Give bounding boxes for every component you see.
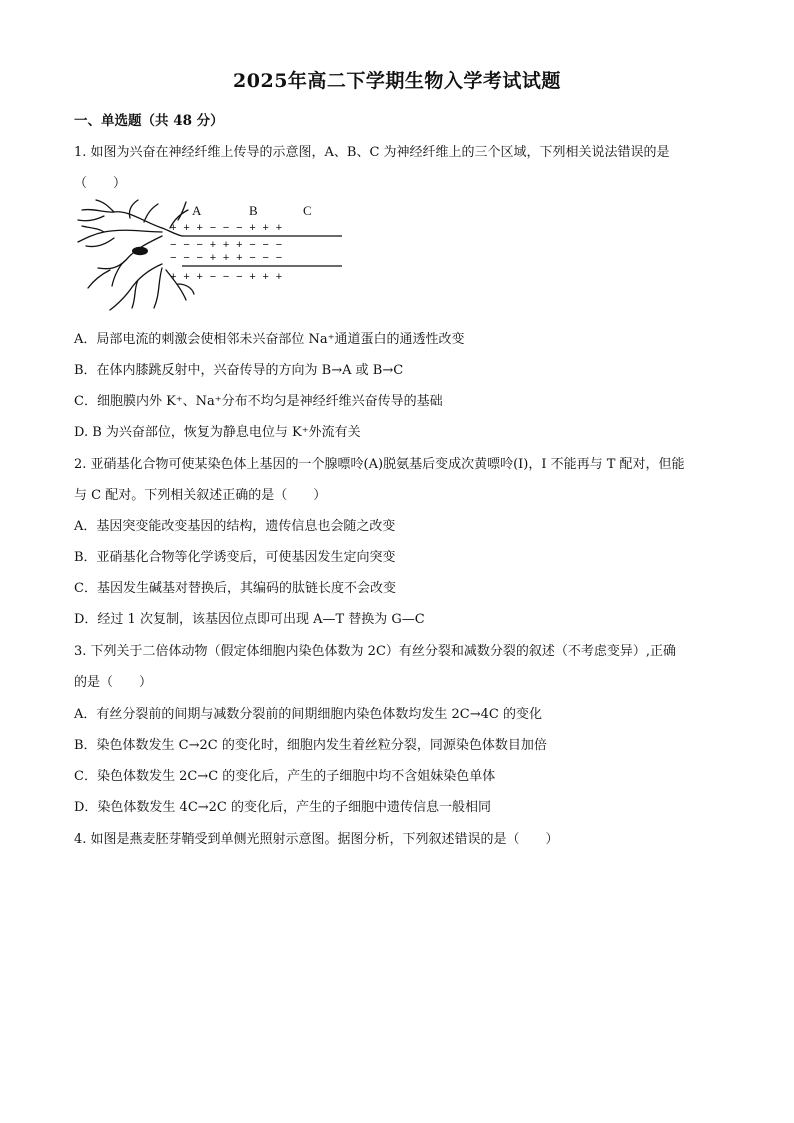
question-1-paren: （ ） xyxy=(74,176,127,191)
question-3-stem-line-2: 的是（ ） xyxy=(74,675,153,690)
question-3-option-a: A．有丝分裂前的间期与减数分裂前的间期细胞内染色体数均发生 2C→4C 的变化 xyxy=(74,707,542,722)
charge-row-inner-bottom: − − − + + + − − − xyxy=(170,253,283,265)
question-2-option-c: C．基因发生碱基对替换后，其编码的肽链长度不会改变 xyxy=(74,581,396,596)
question-1-option-c: C．细胞膜内外 K⁺、Na⁺分布不均匀是神经纤维兴奋传导的基础 xyxy=(74,394,443,409)
question-2-stem-line-1: 2. 亚硝基化合物可使某染色体上基因的一个腺嘌呤(A)脱氨基后变成次黄嘌呤(I)，I 不能再与 T 配对，但能 xyxy=(74,457,685,472)
question-1-stem: 1. 如图为兴奋在神经纤维上传导的示意图，A、B、C 为神经纤维上的三个区域，下列相关说法错误的是 xyxy=(74,145,670,160)
region-label-c: C xyxy=(303,203,312,218)
question-1-option-a: A．局部电流的刺激会使相邻未兴奋部位 Na⁺通道蛋白的通透性改变 xyxy=(74,332,465,347)
neuron-diagram xyxy=(74,198,374,314)
question-2-option-a: A．基因突变能改变基因的结构，遗传信息也会随之改变 xyxy=(74,519,396,534)
question-2-option-d: D．经过 1 次复制，该基因位点即可出现 A—T 替换为 G—C xyxy=(74,612,425,627)
nerve-fiber-figure xyxy=(74,198,374,318)
question-3-stem-line-1: 3. 下列关于二倍体动物（假定体细胞内染色体数为 2C）有丝分裂和减数分裂的叙述（不考虑变异）,正确 xyxy=(74,644,677,659)
section-heading: 一、单选题（共 48 分） xyxy=(74,113,224,129)
question-3-option-d: D．染色体数发生 4C→2C 的变化后，产生的子细胞中遗传信息一般相同 xyxy=(74,800,492,815)
question-3-option-c: C．染色体数发生 2C→C 的变化后，产生的子细胞中均不含姐妹染色单体 xyxy=(74,769,496,784)
charge-row-inner-top: − − − + + + − − − xyxy=(170,240,283,252)
question-1-option-d: D. B 为兴奋部位，恢复为静息电位与 K⁺外流有关 xyxy=(74,425,361,440)
charge-row-outer-top: + + + − − − + + + xyxy=(170,223,283,235)
region-label-a: A xyxy=(192,203,202,218)
page-title: 2025年高二下学期生物入学考试试题 xyxy=(233,70,561,92)
question-1-option-b: B．在体内膝跳反射中，兴奋传导的方向为 B→A 或 B→C xyxy=(74,363,404,378)
question-4-stem: 4. 如图是燕麦胚芽鞘受到单侧光照射示意图。据图分析，下列叙述错误的是（ ） xyxy=(74,832,559,847)
region-label-b: B xyxy=(249,203,258,218)
nucleus xyxy=(132,247,148,255)
question-2-stem-line-2: 与 C 配对。下列相关叙述正确的是（ ） xyxy=(74,488,327,503)
charge-row-outer-bottom: + + + − − − + + + xyxy=(170,272,283,284)
question-3-option-b: B．染色体数发生 C→2C 的变化时，细胞内发生着丝粒分裂，同源染色体数目加倍 xyxy=(74,738,547,753)
question-2-option-b: B．亚硝基化合物等化学诱变后，可使基因发生定向突变 xyxy=(74,550,396,565)
